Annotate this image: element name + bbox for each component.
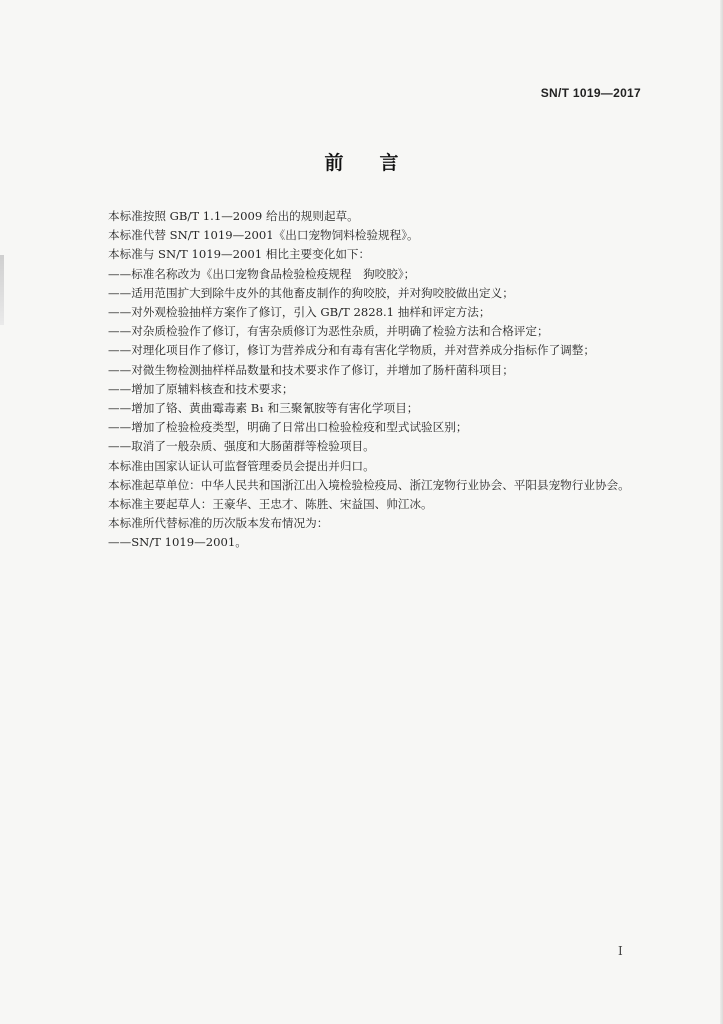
scan-edge-mark	[0, 255, 4, 325]
change-item: ——增加了铬、黄曲霉毒素 B₁ 和三聚氰胺等有害化学项目；	[108, 401, 419, 416]
change-item: ——对微生物检测抽样样品数量和技术要求作了修订，并增加了肠杆菌科项目；	[108, 362, 514, 377]
paragraph-changes-intro: 本标准与 SN/T 1019—2001 相比主要变化如下：	[108, 247, 371, 262]
change-item: ——对杂质检验作了修订，有害杂质修订为恶性杂质，并明确了检验方法和合格评定；	[108, 324, 549, 339]
standard-code: SN/T 1019—2017	[540, 86, 641, 100]
change-item: ——标准名称改为《出口宠物食品检验检疫规程 狗咬胶》；	[108, 266, 416, 281]
page-number: I	[618, 944, 623, 958]
history-item: ——SN/T 1019—2001。	[108, 535, 247, 550]
page-title: 前言	[324, 152, 435, 174]
paragraph-drafters: 本标准主要起草人：王豪华、王忠才、陈胜、宋益国、帅江冰。	[108, 497, 433, 512]
paragraph-replaces: 本标准代替 SN/T 1019—2001《出口宠物饲料检验规程》。	[108, 228, 419, 243]
foreword-body	[84, 207, 644, 553]
change-item: ——增加了原辅料核查和技术要求；	[108, 381, 294, 396]
change-item: ——适用范围扩大到除牛皮外的其他畜皮制作的狗咬胶，并对狗咬胶做出定义；	[108, 285, 514, 300]
change-item: ——增加了检验检疫类型，明确了日常出口检验检疫和型式试验区别；	[108, 420, 468, 435]
change-item: ——对外观检验抽样方案作了修订，引入 GB/T 2828.1 抽样和评定方法；	[108, 305, 491, 320]
paragraph-drafting-rules: 本标准按照 GB/T 1.1—2009 给出的规则起草。	[108, 209, 359, 223]
change-item: ——取消了一般杂质、强度和大肠菌群等检验项目。	[108, 439, 375, 454]
paragraph-drafting-units: 本标准起草单位：中华人民共和国浙江出入境检验检疫局、浙江宠物行业协会、平阳县宠物行业协会。	[108, 477, 630, 492]
paragraph-history-intro: 本标准所代替标准的历次版本发布情况为：	[108, 516, 329, 531]
change-item: ——对理化项目作了修订，修订为营养成分和有毒有害化学物质，并对营养成分指标作了调整；	[108, 343, 595, 358]
paragraph-management: 本标准由国家认证认可监督管理委员会提出并归口。	[108, 458, 375, 473]
